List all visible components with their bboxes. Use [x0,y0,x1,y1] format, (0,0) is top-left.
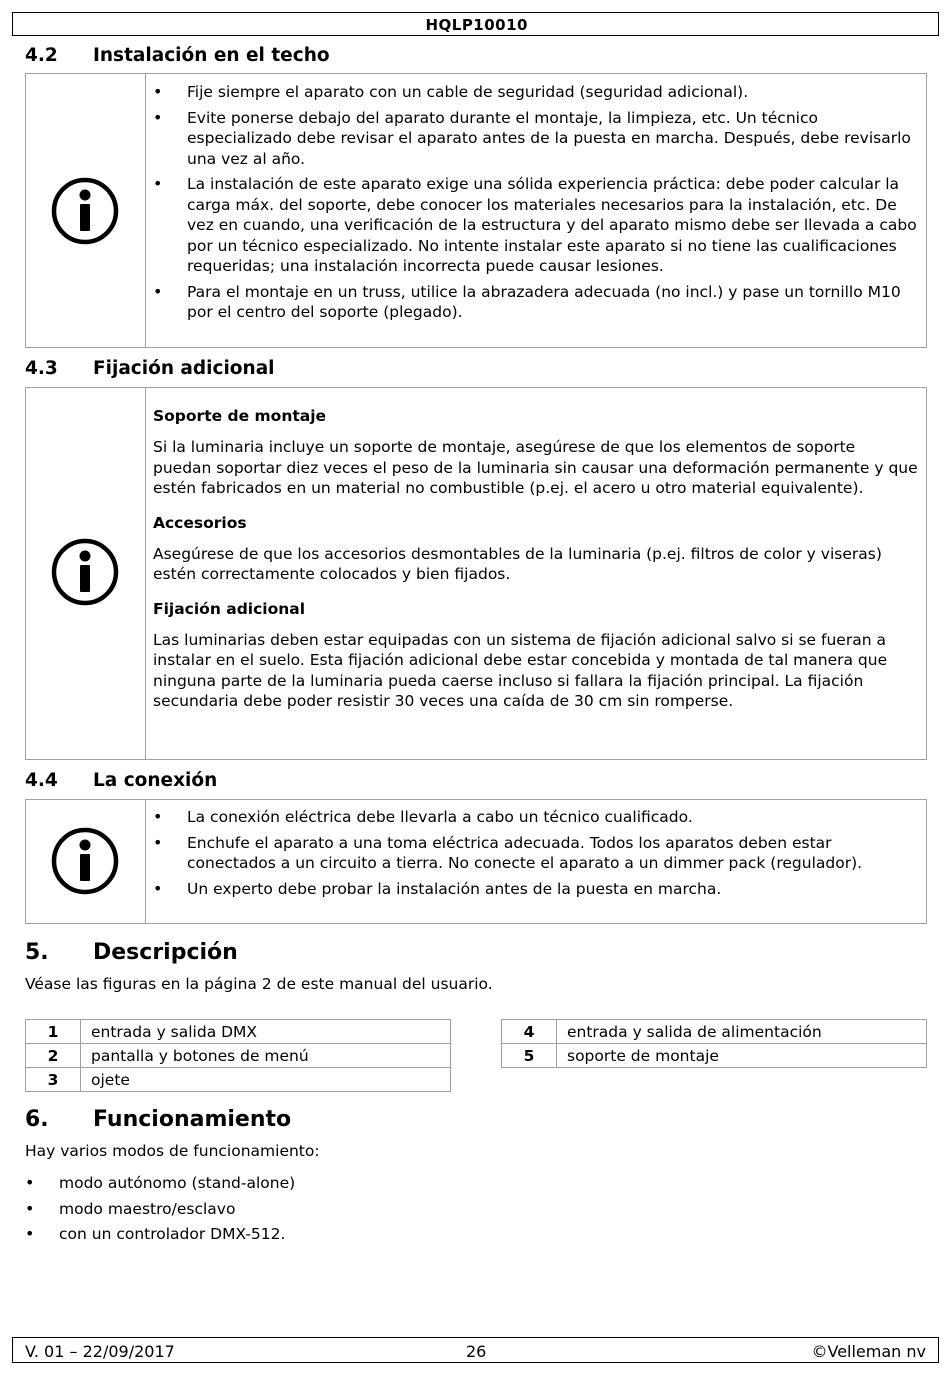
bullet-list [153,807,918,899]
page-header [12,12,939,36]
section-4-4-heading [25,770,217,791]
list-item: • Fije siempre el aparato con un cable de seguridad (seguridad adicional). [153,82,918,103]
parts-table-right [501,1019,927,1068]
table-row [26,1044,451,1068]
section-title: Descripción [93,940,238,965]
section-4-3-heading [25,358,275,379]
operation-modes-list [25,1173,295,1250]
list-item: • Evite ponerse debajo del aparato durante el montaje, la limpieza, etc. Un técnico especializado debe revisar el aparato antes de la puesta en marcha. Después, debe revisarlo una vez al año. [153,108,918,170]
info-box-connection [25,799,927,924]
parts-table-left [25,1019,451,1092]
section-number: 6. [25,1107,49,1132]
part-number: 5 [502,1044,557,1068]
info-icon [51,538,119,606]
list-item: • Para el montaje en un truss, utilice la abrazadera adecuada (no incl.) y pase un tornillo M10 por el centro del soporte (plegado). [153,282,918,323]
description-intro: Véase las figuras en la página 2 de este manual del usuario. [25,975,493,993]
part-label: entrada y salida DMX [81,1020,451,1044]
info-box-ceiling-installation [25,73,927,348]
list-item: • modo maestro/esclavo [25,1199,295,1220]
page-number: 26 [466,1342,487,1361]
part-label: pantalla y botones de menú [81,1044,451,1068]
section-title: La conexión [93,770,218,791]
paragraph: Si la luminaria incluye un soporte de montaje, asegúrese de que los elementos de soporte puedan soportar diez veces el peso de la luminaria sin causar una deformación permanente y que estén fabricados en un material no combustible (p.ej. el acero u otro material equivalente). [153,438,918,497]
section-title: Instalación en el techo [93,45,330,66]
operation-intro: Hay varios modos de funcionamiento: [25,1142,320,1160]
info-box-additional-fixing [25,387,927,760]
paragraph: Las luminarias deben estar equipadas con un sistema de fijación adicional salvo si se fueran a instalar en el suelo. Esta fijación adicional debe estar concebida y montada de tal manera que ninguna parte de la luminaria pueda caerse incluso si fallara la fijación principal. La fijación secundaria debe poder resistir 30 veces una caída de 30 cm sin romperse. [153,630,888,710]
list-item: • modo autónomo (stand-alone) [25,1173,295,1194]
part-number: 3 [26,1068,81,1092]
part-label: soporte de montaje [557,1044,927,1068]
section-number: 4.2 [25,45,58,66]
section-4-2-heading [25,45,330,66]
section-title: Fijación adicional [93,358,275,379]
list-item: • La instalación de este aparato exige una sólida experiencia práctica: debe poder calcular la carga máx. del soporte, debe conocer los materiales necesarios para la instalación, etc. De vez en cuando, una verificación de la estructura y del aparato mismo debe ser llevada a cabo por un técnico especializado. No intente instalar este aparato si no tiene las cualificaciones requeridas; una instalación incorrecta puede causar lesiones. [153,174,918,277]
model-number: HQLP10010 [425,16,528,34]
section-number: 5. [25,940,49,965]
info-icon [51,827,119,895]
part-number: 4 [502,1020,557,1044]
page-footer [12,1337,939,1363]
list-item: • Un experto debe probar la instalación antes de la puesta en marcha. [153,879,918,900]
info-icon [51,177,119,245]
table-row [502,1044,927,1068]
section-6-heading [25,1107,291,1132]
icon-cell [26,74,146,347]
box-content [153,406,918,726]
part-number: 2 [26,1044,81,1068]
table-row [26,1020,451,1044]
box-content [153,807,918,904]
table-row [502,1020,927,1044]
icon-cell [26,800,146,923]
paragraph: Asegúrese de que los accesorios desmontables de la luminaria (p.ej. filtros de color y viseras) estén correctamente colocados y bien fijados. [153,544,882,583]
part-number: 1 [26,1020,81,1044]
section-number: 4.4 [25,770,58,791]
section-title: Funcionamiento [93,1107,292,1132]
version-date: V. 01 – 22/09/2017 [25,1342,175,1361]
list-item: • con un controlador DMX-512. [25,1224,295,1245]
box-content [153,82,918,328]
list-item: • La conexión eléctrica debe llevarla a cabo un técnico cualificado. [153,807,918,828]
list-item: • Enchufe el aparato a una toma eléctrica adecuada. Todos los aparatos deben estar conectados a un circuito a tierra. No conecte el aparato a un dimmer pack (regulador). [153,833,918,874]
subheading: Accesorios [153,513,247,532]
part-label: entrada y salida de alimentación [557,1020,927,1044]
section-5-heading [25,940,238,965]
copyright: ©Velleman nv [811,1342,926,1361]
part-label: ojete [81,1068,451,1092]
icon-cell [26,388,146,759]
subheading: Fijación adicional [153,599,306,618]
section-number: 4.3 [25,358,58,379]
table-row [26,1068,451,1092]
bullet-list [153,82,918,323]
subheading: Soporte de montaje [153,407,327,425]
